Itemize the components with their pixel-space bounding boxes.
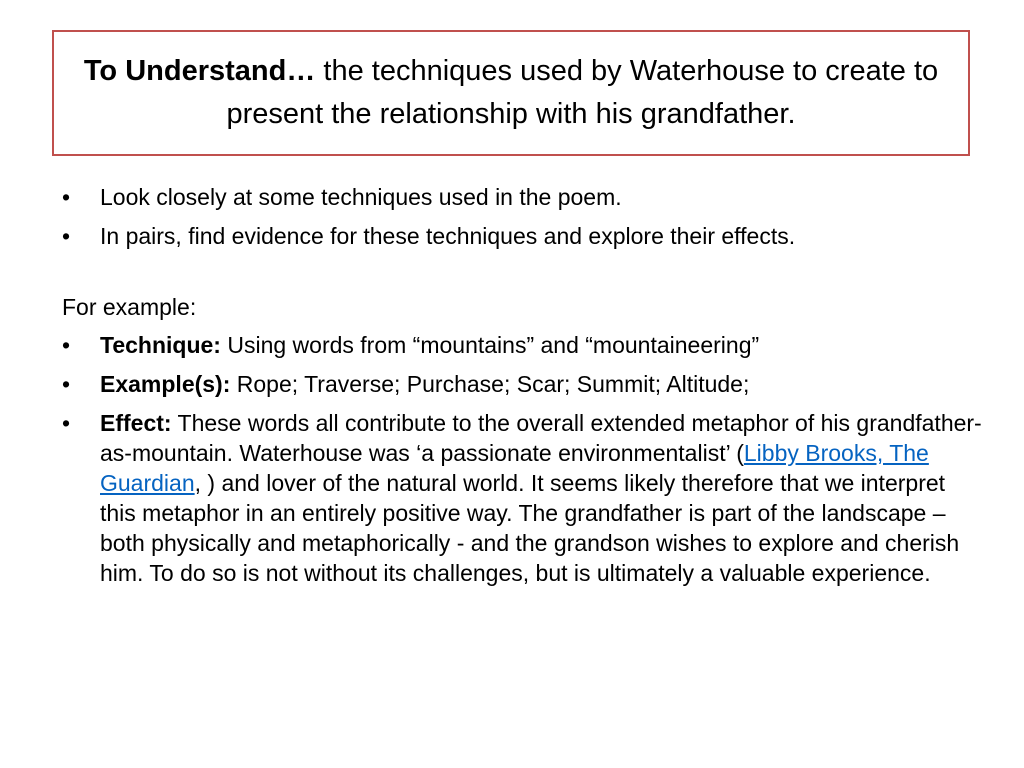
title-rest: the techniques used by Waterhouse to create to present the relationship with his grandfather. — [226, 55, 939, 130]
technique-text: Using words from “mountains” and “mountaineering” — [220, 332, 760, 358]
bullet-icon: • — [62, 184, 71, 210]
slide-title — [78, 50, 944, 136]
for-example-label: For example: — [62, 294, 197, 320]
effect-label: Effect: — [100, 410, 172, 436]
title-box — [52, 30, 970, 156]
effect-text-before: These words all contribute to the overall extended metaphor of his grandfather-as-mountain. Waterhouse was ‘a passionate environmentalist’ ( — [100, 410, 982, 466]
effect-text-after: , ) and lover of the natural world. It seems likely therefore that we interpret this metaphor in an entirely positive way. The grandfather is part of the landscape – both physically and metaphorically - and the grandson wishes to explore and cherish him. To do so is not without its challenges, but is ultimately a valuable experience. — [100, 470, 960, 586]
title-lead: To Understand… — [83, 55, 316, 87]
technique-label: Technique: — [100, 332, 221, 358]
bullet-text: Look closely at some techniques used in the poem. — [100, 184, 622, 210]
examples-item — [62, 369, 982, 399]
examples-text: Rope; Traverse; Purchase; Scar; Summit; Altitude; — [230, 371, 750, 397]
examples-label: Example(s): — [100, 371, 231, 397]
bullet-icon: • — [62, 410, 71, 436]
list-item — [62, 182, 982, 212]
technique-item — [62, 330, 982, 360]
bullet-icon: • — [62, 223, 71, 249]
list-item — [62, 221, 982, 251]
bullet-text: In pairs, find evidence for these techniques and explore their effects. — [100, 223, 796, 249]
bullet-icon: • — [62, 332, 71, 358]
bullet-icon: • — [62, 371, 71, 397]
slide-content — [62, 182, 982, 597]
example-bullet-list — [62, 330, 982, 588]
source-link[interactable]: Libby Brooks, The Guardian — [100, 440, 929, 496]
spacer — [62, 260, 982, 292]
intro-bullet-list — [62, 182, 982, 251]
effect-item — [62, 408, 982, 588]
